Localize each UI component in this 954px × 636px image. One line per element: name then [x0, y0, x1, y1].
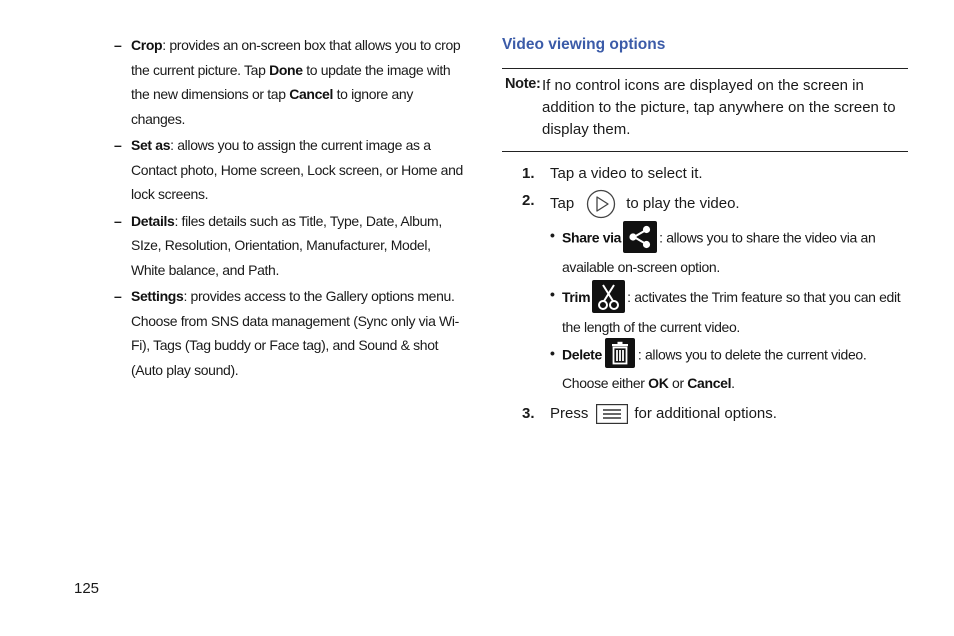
bullet-dot: •	[550, 285, 555, 302]
dash-bullet: –	[114, 137, 122, 153]
list-item-details: – Details: files details such as Title, Type, Date, Album, SIze, Resolution, Orientation, Manufacturer, Model, White balance, and Path.	[114, 209, 466, 283]
note-label: Note:	[505, 76, 541, 92]
bullet-list	[550, 223, 910, 396]
step-1	[520, 162, 910, 186]
step-number: 1.	[522, 165, 535, 182]
bullet-trim: • Trim : activates the Trim feature so that you can edit the length of the current video.	[550, 282, 910, 340]
step-text-before: Press	[550, 404, 589, 422]
ok-label: OK	[648, 375, 669, 391]
cancel-label: Cancel	[687, 375, 732, 391]
bullet-dot: •	[550, 345, 555, 361]
menu-icon	[596, 404, 628, 424]
play-icon	[586, 189, 616, 219]
term-delete: Delete	[562, 346, 602, 363]
note-box	[502, 68, 908, 152]
term-share-via: Share via	[562, 229, 622, 246]
share-icon	[623, 221, 657, 253]
term-set-as: Set as	[131, 137, 171, 153]
term-details: Details	[131, 212, 175, 229]
term-crop: Crop	[131, 37, 163, 53]
dash-bullet: –	[114, 37, 122, 53]
list-item-crop: – Crop: provides an on-screen box that allows you to crop the current picture. Tap Done to update the image with the new dimensions or tap Cancel to ignore any changes.	[114, 33, 466, 131]
scissors-icon	[592, 280, 625, 313]
term-trim: Trim	[562, 288, 591, 305]
bullet-delete: • Delete : allows you to delete the current video. Choose either OK or Cancel.	[550, 341, 910, 396]
list-item-set-as: – Set as: allows you to assign the current image as a Contact photo, Home screen, Lock screen, or Home and lock screens.	[114, 133, 466, 207]
term-settings: Settings	[131, 288, 184, 304]
step-number: 3.	[522, 404, 535, 422]
page-number: 125	[74, 580, 100, 597]
step-number: 2.	[522, 192, 535, 209]
steps-list	[520, 162, 910, 426]
dash-bullet: –	[114, 288, 122, 304]
section-title: Video viewing options	[502, 36, 666, 53]
bullet-share-via: • Share via : allows you to share the video via an available on-screen option.	[550, 223, 910, 280]
trash-icon	[605, 338, 635, 368]
step-2	[520, 189, 910, 219]
left-column	[114, 33, 466, 384]
step-text-before: Tap	[550, 195, 575, 212]
bullet-dot: •	[550, 227, 555, 243]
note-text: If no control icons are displayed on the screen in addition to the picture, tap anywhere on the screen to display them.	[542, 77, 896, 138]
step-text-after: for additional options.	[634, 404, 777, 422]
step-text: Tap a video to select it.	[550, 165, 703, 182]
dash-bullet: –	[114, 212, 122, 229]
step-3	[520, 402, 910, 426]
step-text-after: to play the video.	[626, 195, 740, 212]
list-item-settings: – Settings: provides access to the Gallery options menu. Choose from SNS data management (Sync only via Wi-Fi), Tags (Tag buddy or Face tag), and Sound & shot (Auto play sound).	[114, 284, 466, 382]
